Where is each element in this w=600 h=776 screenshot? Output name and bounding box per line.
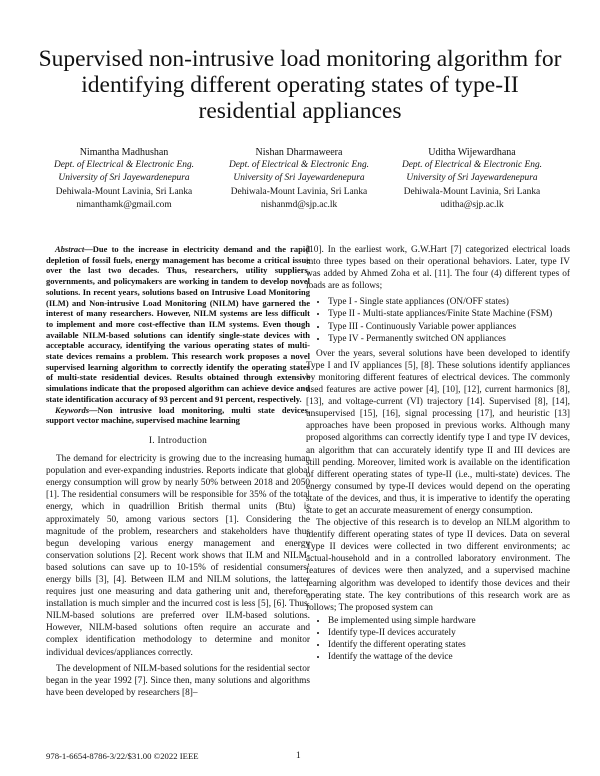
section-heading: I. Introduction <box>148 435 208 446</box>
paragraph: Over the years, several solutions have been developed to identify Type I and IV appliances [5], [8]. These solutions identify appliances by monitoring different features of electrical devices. The commonly used features are active power [4], [10], [12], current harmonics [8], [13], and voltage-current (VI) trajectory [14]. Supervised [8], [14], unsupervised [15], [16], signal processing [17], and heuristic [13] approaches have been proposed in previous works. Although many proposed algorithms can correctly identify type I and type IV devices, an algorithm that can accurately identify type II and III devices are still pending. Moreover, limited work is available on the identification of different operating states of type-II (i.e., multi-state) devices. The energy consumed by type-II devices would depend on the operating state of the devices, and thus, it is imperative to identify the operating state to get an accurate measurement of energy consumption. <box>306 348 570 516</box>
list-item: • Type III - Continuously Variable power appliances <box>328 321 570 333</box>
left-column <box>46 244 310 699</box>
author-block-2 <box>219 146 379 212</box>
contributions-list <box>306 615 570 663</box>
author-email: nishanmd@sjp.ac.lk <box>260 199 338 210</box>
author-location: Dehiwala-Mount Lavinia, Sri Lanka <box>55 186 193 197</box>
paragraph: The development of NILM-based solutions for the residential sector began in the year 1992 [7]. Since then, many solutions and algorithms have been developed by researchers [8]– <box>46 663 310 698</box>
author-dept: Dept. of Electrical & Electronic Eng. <box>402 160 542 171</box>
author-dept: Dept. of Electrical & Electronic Eng. <box>54 160 194 171</box>
author-block-3 <box>392 146 552 212</box>
author-univ: University of Sri Jayewardenepura <box>233 173 365 184</box>
list-item: • Identify type-II devices accurately <box>328 627 570 639</box>
author-name: Nishan Dharmaweera <box>255 147 343 158</box>
keywords <box>46 405 310 426</box>
list-item: • Identify the different operating states <box>328 639 570 651</box>
author-name: Nimantha Madhushan <box>79 147 169 158</box>
abstract <box>46 244 310 405</box>
abstract-text: —Due to the increase in electricity demand and the rapid depletion of fossil fuels, energy management has become a critical issue over the last two decades. Thus, researchers, utility suppliers, governments, and policymakers are working in tandem to develop novel solutions. In recent years, solutions based on Intrusive Load Monitoring (ILM) and Non-intrusive Load Monitoring (NILM) have garnered the interest of many researchers. However, NILM systems are less difficult to implement and more cost-effective than ILM systems. Even though available NILM-based solutions can identify single-state devices with acceptable accuracy, identifying the various operating states of multi-state devices remains a problem. This research work proposes a novel supervised learning algorithm to correctly identify the operating states of multi-state residential devices. Results obtained through extensive simulations indicate that the proposed algorithm can achieve device and state identification accuracy of 93 percent and 91 percent, respectively. <box>46 244 310 404</box>
list-item: • Be implemented using simple hardware <box>328 615 570 627</box>
list-item: • Identify the wattage of the device <box>328 651 570 663</box>
keywords-label: Keywords <box>55 404 89 415</box>
keywords-text: —Non intrusive load monitoring, multi state devices, support vector machine, supervised machine learning <box>46 404 310 426</box>
author-location: Dehiwala-Mount Lavinia, Sri Lanka <box>403 186 541 197</box>
paragraph: The objective of this research is to develop an NILM algorithm to identify different operating states of type II devices. Data on several Type II devices were collected in two different environments; ac actual-household and in a controlled laboratory environment. The features of devices were then analyzed, and a supervised machine learning algorithm was developed to identify those devices and their operating state. The key contributions of this research work are as follows; The proposed system can <box>306 518 570 613</box>
load-types-list <box>306 296 570 344</box>
author-univ: University of Sri Jayewardenepura <box>406 173 538 184</box>
paragraph: The demand for electricity is growing due to the increasing human population and ever-expanding industries. Reports indicate that global energy consumption will grow by nearly 50% between 2018 and 2050 [1]. The residential consumers will be responsible for 35% of the total energy, which in quadrillion British thermal units (Btu) is approximately 50, among various sectors [1]. Considering the magnitude of the problem, researchers and stakeholders have thus begun developing various energy management and energy conservation solutions [2]. Recent work shows that ILM and NILM-based solutions can save up to 10-15% of residential consumers’ energy bills [3], [4]. Between ILM and NILM solutions, the latter requires just one measuring and data gathering unit and, therefore, installation is much simpler and the incurred cost is less [5], [6]. Thus, NILM-based solutions are preferred over ILM-based solutions. However, NILM-based solutions often require an accurate and complex identification methodology to determine and monitor individual devices/appliances correctly. <box>46 454 310 658</box>
author-univ: University of Sri Jayewardenepura <box>58 173 190 184</box>
abstract-label: Abstract <box>55 244 85 254</box>
author-block-1 <box>44 146 204 212</box>
list-item: • Type II - Multi-state appliances/Finite State Machine (FSM) <box>328 308 570 320</box>
list-item: • Type I - Single state appliances (ON/OFF states) <box>328 296 570 308</box>
author-location: Dehiwala-Mount Lavinia, Sri Lanka <box>230 186 368 197</box>
copyright-footer: 978-1-6654-8786-3/22/$31.00 ©2022 IEEE <box>46 751 199 761</box>
right-column <box>306 244 570 666</box>
author-dept: Dept. of Electrical & Electronic Eng. <box>229 160 369 171</box>
paragraph: [10]. In the earliest work, G.W.Hart [7] categorized electrical loads into three types based on their operational behaviors. Later, type IV was added by Ahmed Zoha et al. [11]. The four (4) different types of loads are as follows; <box>306 245 570 292</box>
page-number: 1 <box>296 751 301 761</box>
author-email: uditha@sjp.ac.lk <box>440 199 504 210</box>
list-item: • Type IV - Permanently switched ON appliances <box>328 333 570 345</box>
paper-title: Supervised non-intrusive load monitoring algorithm for identifying different operating states of type-II residential appliances <box>38 46 562 124</box>
author-name: Uditha Wijewardhana <box>428 147 516 158</box>
author-email: nimanthamk@gmail.com <box>76 199 172 210</box>
